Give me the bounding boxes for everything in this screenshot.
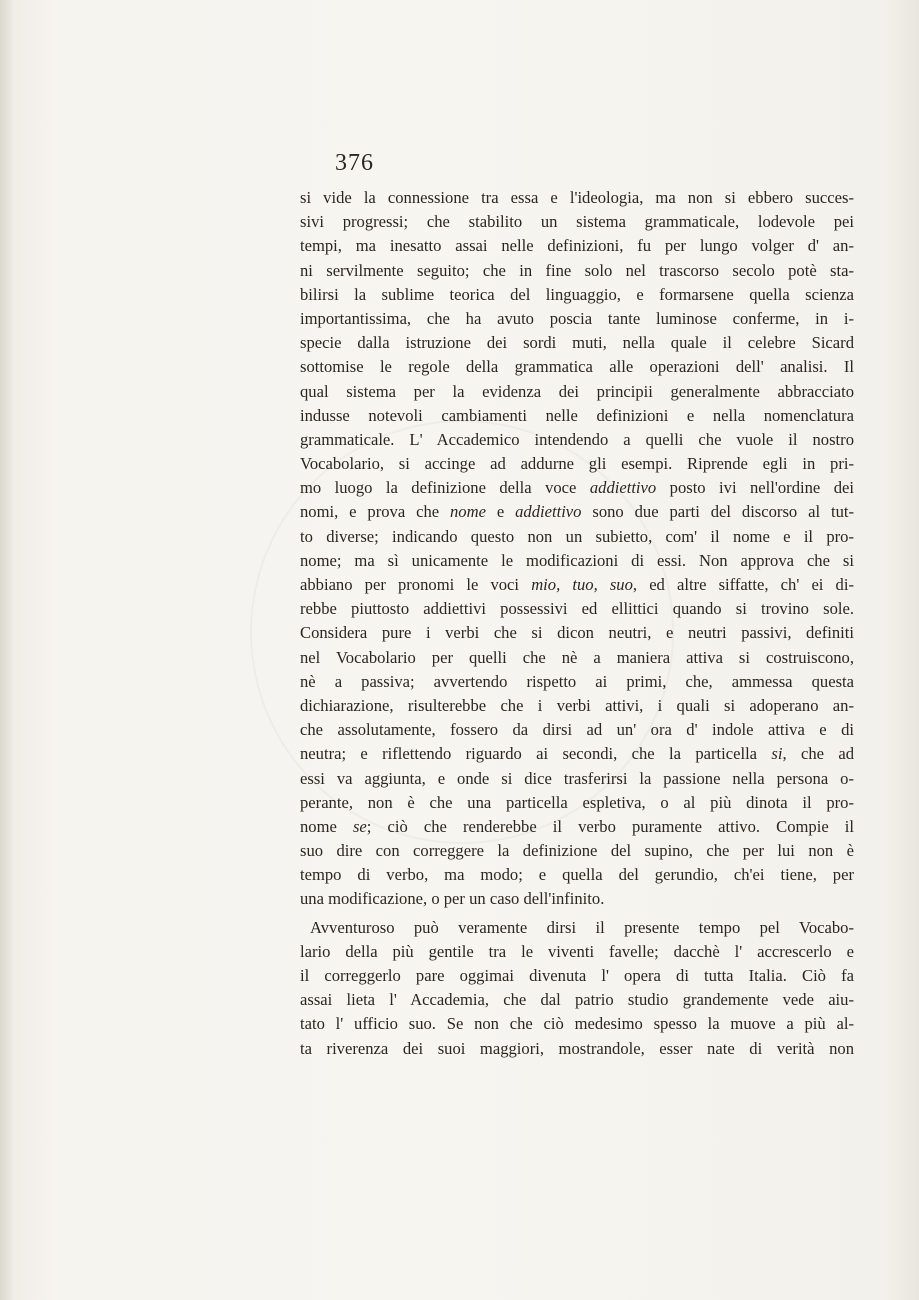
text-line: [300, 988, 854, 1012]
page-number: 376: [335, 150, 374, 176]
italic-term: se: [352, 816, 367, 836]
italic-term: addiettivo: [515, 502, 582, 522]
text-run: posto ivi nell'ordine dei: [656, 478, 854, 498]
text-line: [300, 331, 854, 355]
text-run: nomi, e prova che: [300, 502, 450, 522]
text-line: [300, 259, 854, 283]
text-line: [300, 839, 854, 863]
text-line: [300, 307, 854, 331]
text-run: ni servilmente seguito; che in fine solo nel trascorso secolo potè sta-: [300, 260, 854, 280]
text-run: , ed altre siffatte, ch' ei di-: [632, 575, 854, 594]
text-line: [300, 500, 854, 524]
text-line: [300, 863, 854, 887]
text-run: suo dire con correggere la definizione del supino, che per lui non è: [300, 841, 854, 861]
text-line: [300, 380, 854, 404]
text-run: mo luogo la definizione della voce: [300, 478, 590, 498]
text-run: nome; ma sì unicamente le modificazioni di essi. Non approva che si: [300, 550, 854, 570]
text-line: [300, 355, 854, 379]
text-run: tempi, ma inesatto assai nelle definizioni, fu per lungo volger d' an-: [300, 236, 854, 256]
text-run: Vocabolario, si accinge ad addurne gli esempi. Riprende egli in pri-: [300, 454, 854, 474]
text-run: Avventuroso può veramente dirsi il presente tempo pel Vocabo-: [310, 917, 854, 937]
text-line: [300, 525, 854, 549]
body-text: [300, 186, 854, 1061]
text-line: [300, 940, 854, 964]
paragraph: [300, 916, 854, 1061]
italic-term: mio, tuo, suo: [531, 575, 633, 594]
text-run: grammaticale. L' Accademico intendendo a quelli che vuole il nostro: [300, 429, 854, 449]
text-run: rebbe piuttosto addiettivi possessivi ed ellittici quando si trovino sole.: [300, 599, 854, 619]
text-line: [300, 476, 854, 500]
text-run: neutra; e riflettendo riguardo ai secondi, che la particella: [300, 744, 772, 764]
text-line: [300, 670, 854, 694]
text-run: specie dalla istruzione dei sordi muti, nella quale il celebre Sicard: [300, 333, 854, 353]
text-run: Considera pure i verbi che si dicon neutri, e neutri passivi, definiti: [300, 623, 854, 643]
text-run: tempo di verbo, ma modo; e quella del gerundio, ch'ei tiene, per: [300, 865, 854, 885]
text-line: [300, 718, 854, 742]
text-line: [300, 1012, 854, 1036]
text-run: importantissima, che ha avuto poscia tante luminose conferme, in i-: [300, 308, 854, 328]
text-line: [300, 916, 854, 940]
text-line: [300, 964, 854, 988]
text-run: e: [485, 502, 516, 522]
italic-term: addiettivo: [589, 478, 657, 498]
text-line: [300, 597, 854, 621]
text-line: [300, 791, 854, 815]
text-run: ta riverenza dei suoi maggiori, mostrandole, esser nate di verità non: [300, 1038, 854, 1058]
text-line: [300, 694, 854, 718]
text-run: bilirsi la sublime teorica del linguaggio, e formarsene quella scienza: [300, 284, 854, 304]
text-line: [300, 210, 854, 234]
text-line: [300, 887, 854, 911]
text-line: [300, 1037, 854, 1061]
text-run: nome: [300, 816, 353, 836]
text-run: lario della più gentile tra le viventi favelle; dacchè l' accrescerlo e: [300, 941, 854, 961]
text-run: nè a passiva; avvertendo rispetto ai primi, che, ammessa questa: [300, 671, 854, 691]
text-run: ; ciò che renderebbe il verbo puramente attivo. Compie il: [366, 816, 854, 836]
text-line: [300, 452, 854, 476]
text-run: dichiarazione, risulterebbe che i verbi attivi, i quali si adoperano an-: [300, 695, 854, 715]
text-run: sottomise le regole della grammatica alle operazioni dell' analisi. Il: [300, 357, 854, 377]
text-run: il correggerlo pare oggimai divenuta l' opera di tutta Italia. Ciò fa: [300, 966, 854, 985]
text-line: [300, 621, 854, 645]
text-line: [300, 767, 854, 791]
text-run: sivi progressi; che stabilito un sistema grammaticale, lodevole pei: [300, 212, 854, 232]
text-run: qual sistema per la evidenza dei principii generalmente abbracciato: [300, 381, 854, 401]
page-edge-shadow: [0, 0, 14, 1300]
text-run: si vide la connessione tra essa e l'ideologia, ma non si ebbero succes-: [300, 188, 854, 207]
text-line: [300, 186, 854, 210]
text-run: essi va aggiunta, e onde si dice trasferirsi la passione nella persona o-: [300, 768, 854, 788]
text-line: [300, 234, 854, 258]
text-run: sono due parti del discorso al tut-: [581, 502, 854, 522]
text-line: [300, 428, 854, 452]
paragraph: [300, 186, 854, 912]
text-line: [300, 742, 854, 766]
text-run: perante, non è che una particella espletiva, o al più dinota il pro-: [300, 792, 854, 812]
text-line: [300, 646, 854, 670]
text-line: [300, 283, 854, 307]
text-run: to diverse; indicando questo non un subietto, com' il nome e il pro-: [300, 526, 854, 546]
italic-term: si: [771, 744, 783, 764]
text-run: indusse notevoli cambiamenti nelle definizioni e nella nomenclatura: [300, 405, 854, 425]
text-line: [300, 573, 854, 597]
text-run: , che ad: [782, 744, 854, 764]
text-run: una modificazione, o per un caso dell'infinito.: [300, 889, 605, 909]
text-run: tato l' ufficio suo. Se non che ciò medesimo spesso la muove a più al-: [300, 1014, 854, 1034]
text-run: abbiano per pronomi le voci: [300, 575, 532, 594]
text-line: [300, 404, 854, 428]
text-run: nel Vocabolario per quelli che nè a maniera attiva si costruiscono,: [300, 647, 854, 667]
text-run: assai lieta l' Accademia, che dal patrio studio grandemente vede aiu-: [300, 990, 854, 1010]
text-line: [300, 815, 854, 839]
italic-term: nome: [450, 502, 486, 522]
text-run: che assolutamente, fossero da dirsi ad un' ora d' indole attiva e di: [300, 720, 854, 740]
text-line: [300, 549, 854, 573]
